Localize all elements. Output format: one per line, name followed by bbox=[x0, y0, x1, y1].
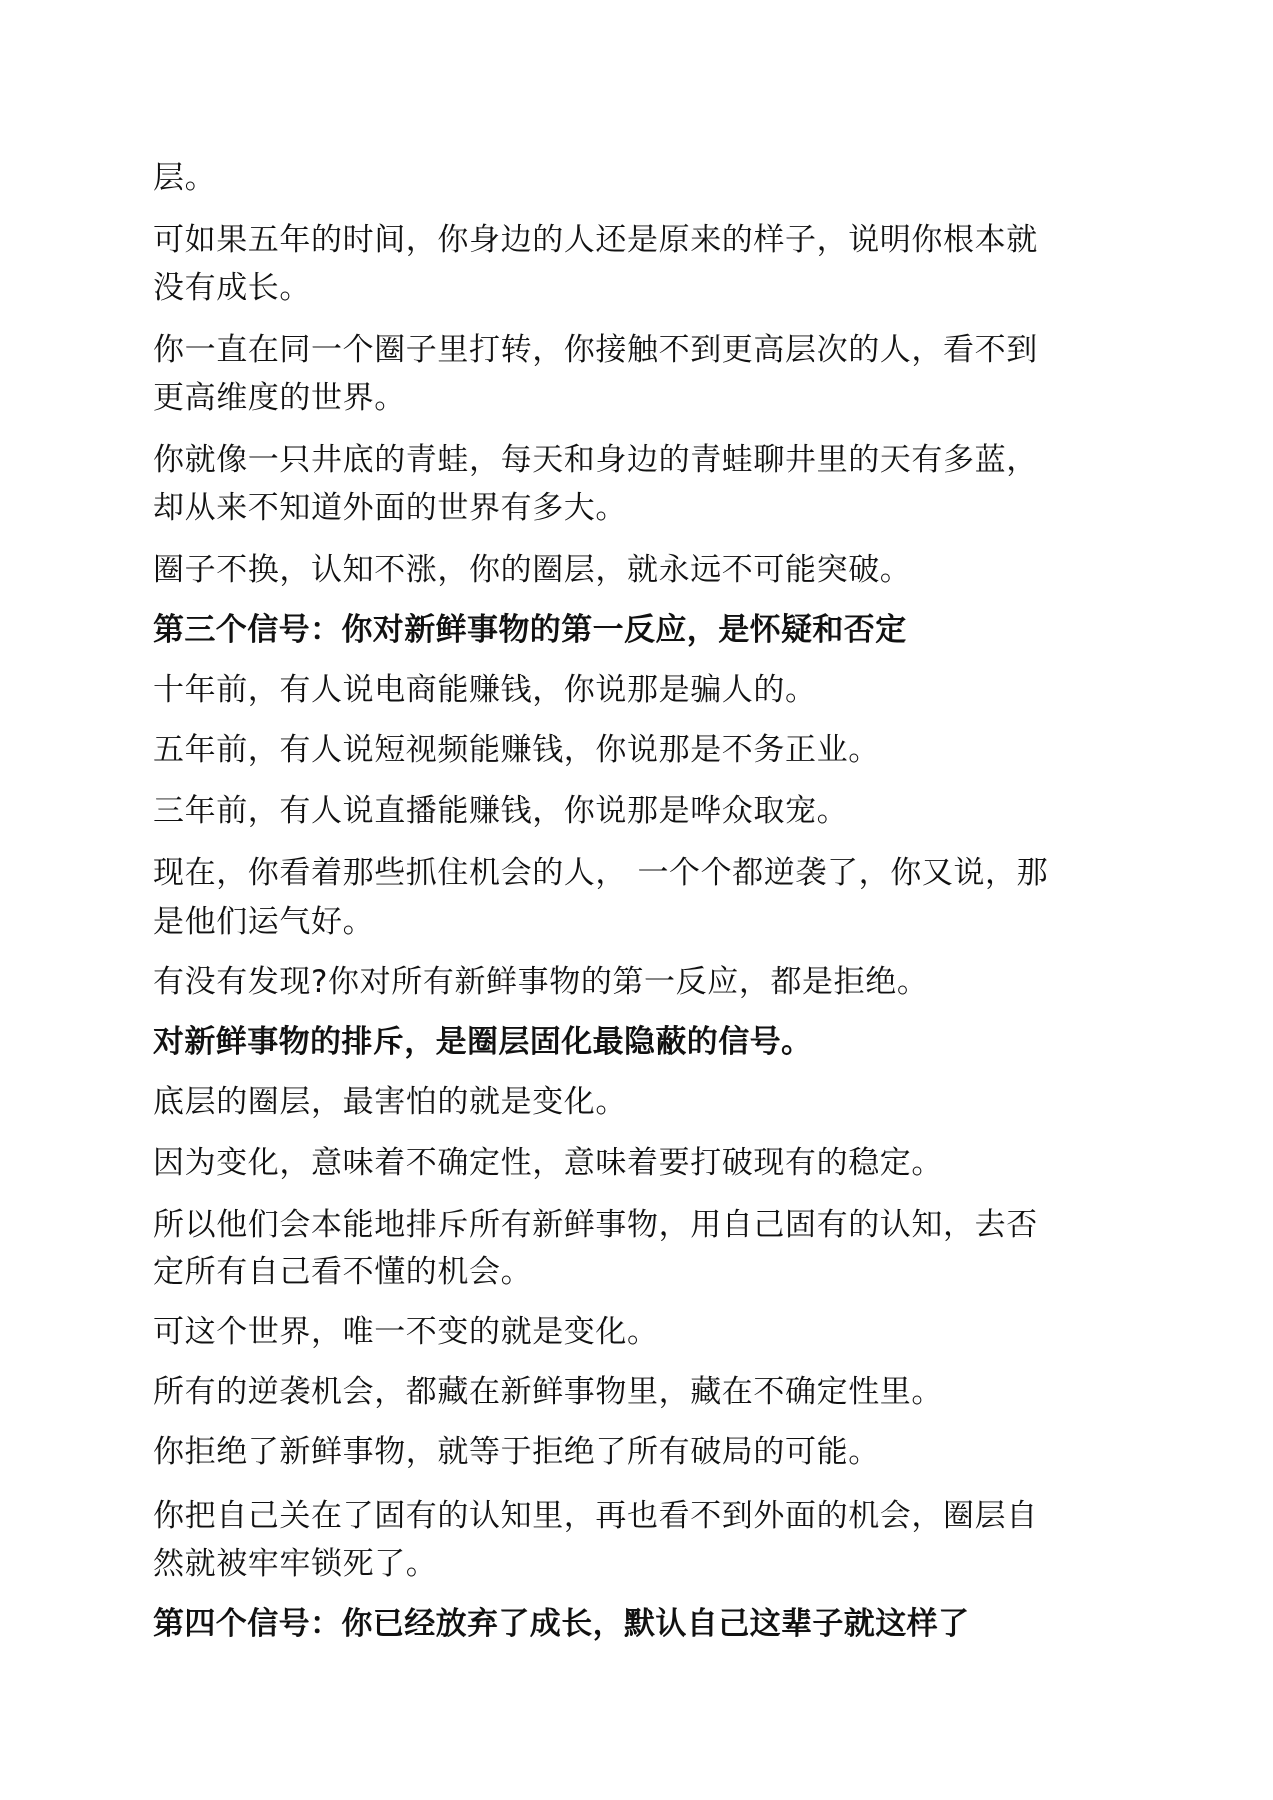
text-line: 却从来不知道外面的世界有多大。 bbox=[153, 490, 627, 526]
text-line: 然就被牢牢锁死了。 bbox=[153, 1546, 438, 1582]
text-line: 没有成长。 bbox=[153, 270, 311, 306]
text-line: 圈子不换，认知不涨，你的圈层，就永远不可能突破。 bbox=[153, 552, 912, 588]
section-heading: 第三个信号：你对新鲜事物的第一反应，是怀疑和否定 bbox=[153, 612, 907, 648]
text-line: 底层的圈层，最害怕的就是变化。 bbox=[153, 1084, 627, 1120]
text-line: 你把自己关在了固有的认知里，再也看不到外面的机会，圈层自 bbox=[153, 1498, 1038, 1534]
text-line: 定所有自己看不懂的机会。 bbox=[153, 1254, 533, 1290]
text-line: 可这个世界，唯一不变的就是变化。 bbox=[153, 1314, 659, 1350]
text-line: 因为变化，意味着不确定性，意味着要打破现有的稳定。 bbox=[153, 1145, 943, 1181]
text-line: 五年前，有人说短视频能赚钱，你说那是不务正业。 bbox=[153, 732, 880, 768]
text-line: 所以他们会本能地排斥所有新鲜事物，用自己固有的认知，去否 bbox=[153, 1207, 1038, 1243]
text-line: 更高维度的世界。 bbox=[153, 380, 406, 416]
text-line: 是他们运气好。 bbox=[153, 904, 375, 940]
text-line: 现在，你看着那些抓住机会的人， 一个个都逆袭了，你又说，那 bbox=[153, 855, 1049, 891]
text-line: 三年前，有人说直播能赚钱，你说那是哗众取宠。 bbox=[153, 793, 849, 829]
text-line: 十年前，有人说电商能赚钱，你说那是骗人的。 bbox=[153, 672, 817, 708]
text-line: 你一直在同一个圈子里打转，你接触不到更高层次的人，看不到 bbox=[153, 332, 1038, 368]
text-line: 可如果五年的时间，你身边的人还是原来的样子，说明你根本就 bbox=[153, 222, 1038, 258]
text-line: 层。 bbox=[153, 160, 217, 196]
text-line: 你拒绝了新鲜事物，就等于拒绝了所有破局的可能。 bbox=[153, 1434, 880, 1470]
section-heading: 对新鲜事物的排斥，是圈层固化最隐蔽的信号。 bbox=[153, 1024, 813, 1060]
text-line: 有没有发现?你对所有新鲜事物的第一反应，都是拒绝。 bbox=[153, 964, 929, 1000]
text-line: 你就像一只井底的青蛙，每天和身边的青蛙聊井里的天有多蓝， bbox=[153, 442, 1038, 478]
section-heading: 第四个信号：你已经放弃了成长，默认自己这辈子就这样了 bbox=[153, 1606, 970, 1642]
text-line: 所有的逆袭机会，都藏在新鲜事物里，藏在不确定性里。 bbox=[153, 1374, 943, 1410]
